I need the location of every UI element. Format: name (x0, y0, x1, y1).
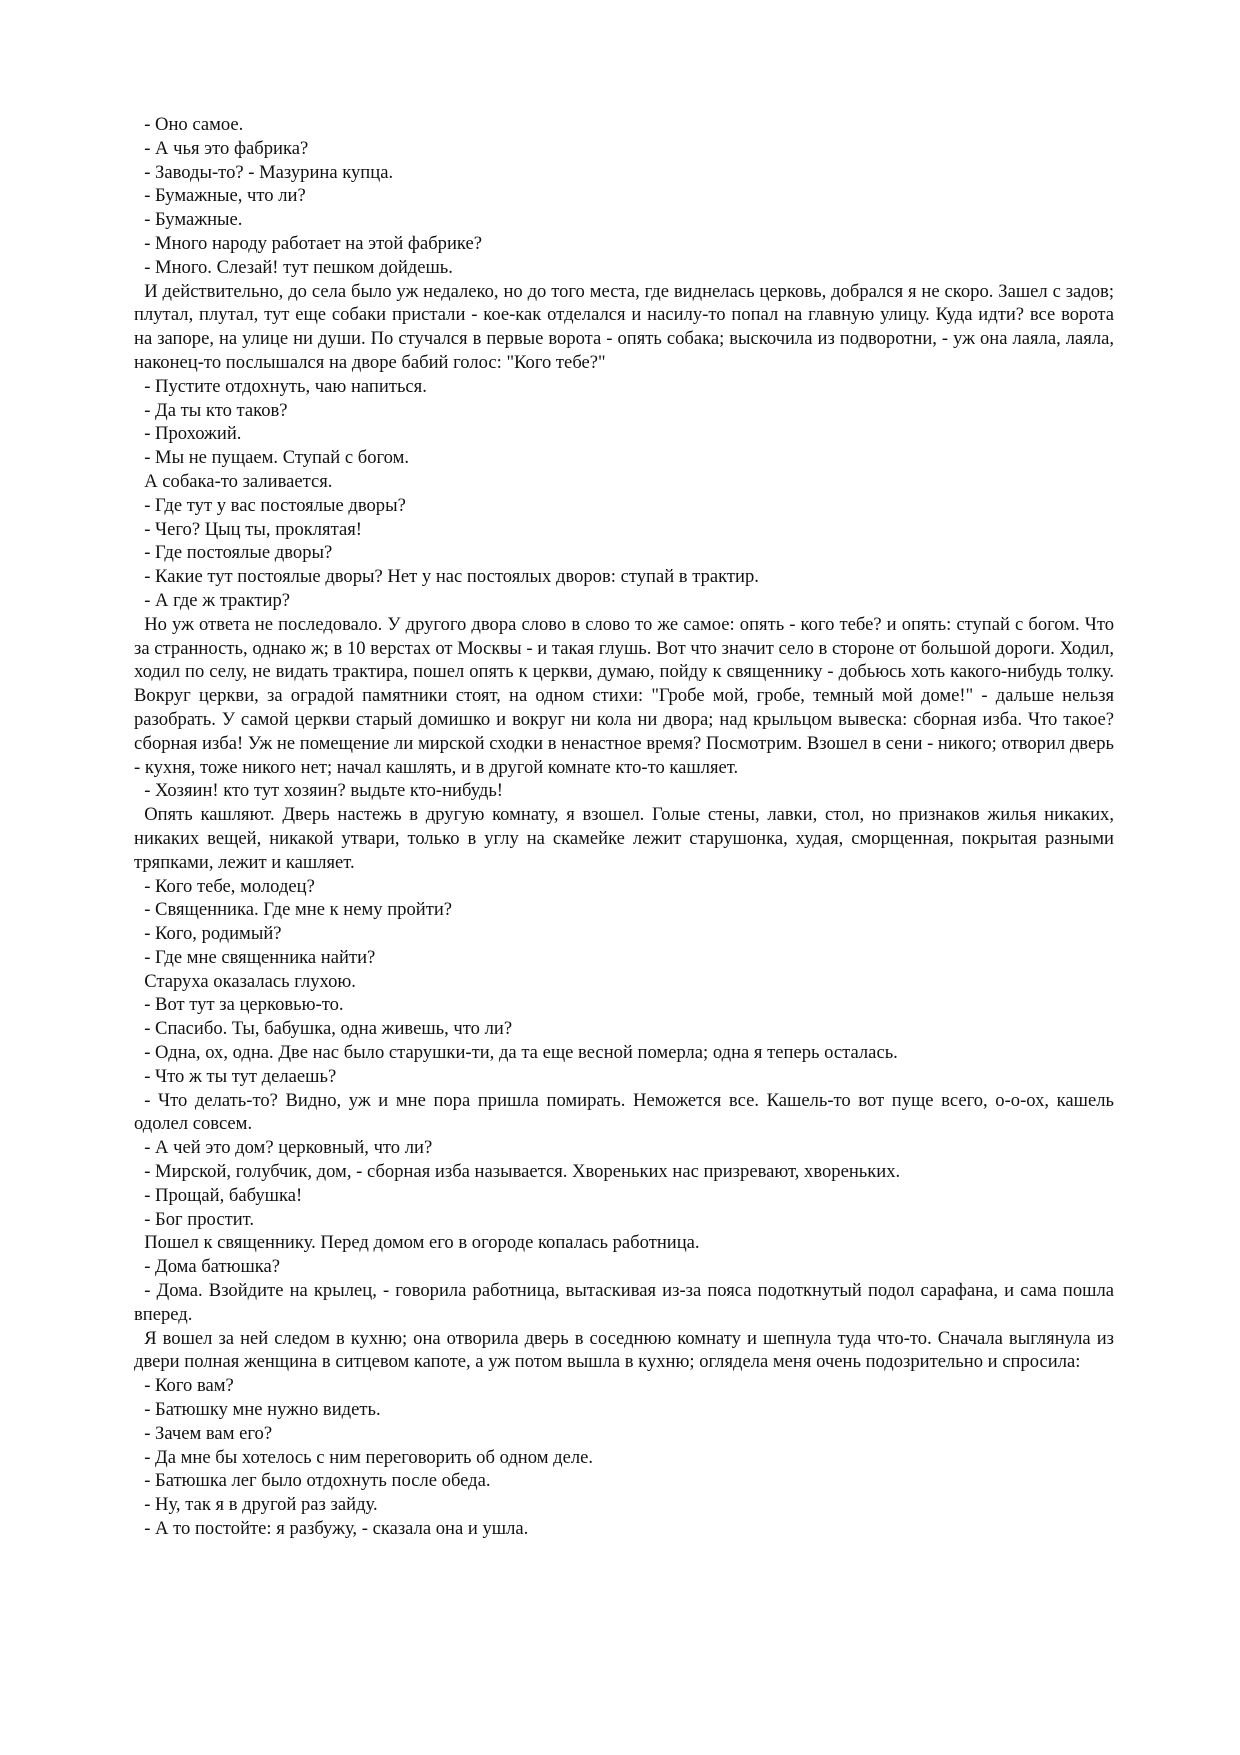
text-paragraph: - Прохожий. (144, 423, 242, 445)
text-paragraph: Но уж ответа не последовало. У другого двора слово в слово то же самое: опять - кого тебе? и опять: ступай с богом. Что за странность, однако ж; в 10 верстах от Москвы - и такая глушь. Вот что значит село в стороне от большой дороги. Ходил, ходил по селу, не видать трактира, пошел опять к церкви, думаю, пойду к священнику - добьюсь хоть какого-нибудь толку. Вокруг церкви, за оградой памятники стоят, на одном стихи: "Гробе мой, гробе, темный мой доме!" - дальше нельзя разобрать. У самой церкви старый домишко и вокруг ни кола ни двора; над крыльцом вывеска: сборная изба. Что такое? сборная изба! Уж не помещение ли мирской сходки в ненастное время? Посмотрим. Взошел в сени - никого; отворил дверь - кухня, тоже никого нет; начал кашлять, и в другой комнате кто-то кашляет. (134, 613, 1114, 778)
text-paragraph: Я вошел за ней следом в кухню; она отворила дверь в соседнюю комнату и шепнула туда что-то. Сначала выглянула из двери полная женщина в ситцевом капоте, а уж потом вышла в кухню; оглядела меня очень подозрительно и спросила: (134, 1327, 1114, 1373)
text-paragraph: - Где мне священника найти? (144, 946, 376, 968)
text-paragraph: - Да мне бы хотелось с ним переговорить об одном деле. (144, 1446, 594, 1468)
text-paragraph: - А то постойте: я разбужу, - сказала она и ушла. (144, 1518, 529, 1540)
text-paragraph: - Кого тебе, молодец? (144, 875, 315, 897)
text-paragraph: - Хозяин! кто тут хозяин? выдьте кто-нибудь! (144, 780, 503, 802)
text-paragraph: - А чья это фабрика? (144, 137, 309, 159)
book-page (134, 113, 1114, 1541)
text-paragraph: - Чего? Цыц ты, проклятая! (144, 518, 362, 540)
text-paragraph: - Много народу работает на этой фабрике? (144, 232, 483, 254)
text-paragraph: - Батюшку мне нужно видеть. (144, 1399, 381, 1421)
text-paragraph: - Какие тут постоялые дворы? Нет у нас постоялых дворов: ступай в трактир. (144, 566, 759, 588)
text-paragraph: - Зачем вам его? (144, 1422, 273, 1444)
text-paragraph: - Мирской, голубчик, дом, - сборная изба называется. Хворенькиx нас призревают, хворенькиx. (144, 1161, 901, 1183)
text-paragraph: - Где тут у вас постоялые дворы? (144, 494, 406, 516)
text-paragraph: - Оно самое. (144, 114, 244, 135)
text-paragraph: Опять кашляют. Дверь настежь в другую комнату, я взошел. Голые стены, лавки, стол, но признаков жилья никаких, никаких вещей, никакой утвари, только в углу на скамейке лежит старушонка, худая, сморщенная, покрытая разными тряпками, лежит и кашляет. (134, 804, 1114, 873)
text-paragraph: - Заводы-то? - Мазурина купца. (144, 161, 394, 183)
text-paragraph: Пошел к священнику. Перед домом его в огороде копалась работница. (144, 1232, 700, 1254)
text-paragraph: - Пустите отдохнуть, чаю напиться. (144, 375, 427, 397)
text-paragraph: - А чей это дом? церковный, что ли? (144, 1137, 433, 1159)
text-paragraph: - Одна, ох, одна. Две нас было старушки-ти, да та еще весной померла; одна я теперь осталась. (144, 1042, 898, 1064)
text-paragraph: - Бумажные. (144, 209, 243, 231)
text-paragraph: - Бумажные, что ли? (144, 185, 306, 207)
text-paragraph: - Что ж ты тут делаешь? (144, 1065, 337, 1087)
text-paragraph: - Прощай, бабушка! (144, 1184, 303, 1206)
text-paragraph: - Спасибо. Ты, бабушка, одна живешь, что ли? (144, 1018, 513, 1040)
text-paragraph: - Дома. Взойдите на крылец, - говорила работница, вытаскивая из-за пояса подоткнутый подол сарафана, и сама пошла вперед. (134, 1280, 1114, 1325)
text-paragraph: - Что делать-то? Видно, уж и мне пора пришла помирать. Неможется все. Кашель-то вот пуще всего, о-о-ох, кашель одолел совсем. (134, 1089, 1114, 1135)
text-paragraph: - Бог простит. (144, 1208, 255, 1230)
text-paragraph: - Вот тут за церковью-то. (144, 994, 344, 1016)
text-paragraph: - Священника. Где мне к нему пройти? (144, 899, 453, 921)
text-paragraph: - А где ж трактир? (144, 589, 291, 611)
text-paragraph: - Кого вам? (144, 1375, 234, 1397)
text-paragraph: - Дома батюшка? (144, 1256, 281, 1278)
text-paragraph: Старуха оказалась глухою. (144, 970, 356, 992)
text-paragraph: - Много. Слезай! тут пешком дойдешь. (144, 256, 453, 278)
text-paragraph: - Да ты кто таков? (144, 399, 288, 421)
text-paragraph: И действительно, до села было уж недалеко, но до того места, где виднелась церковь, добрался я не скоро. Зашел с задов; плутал, плутал, тут еще собаки пристали - кое-как отделался и насилу-то попал на главную улицу. Куда идти? все ворота на запоре, на улице ни души. По стучался в первые ворота - опять собака; выскочила из подворотни, - уж она лаяла, лаяла, наконец-то послышался на дворе бабий голос: "Кого тебе?" (134, 280, 1114, 373)
text-paragraph: - Мы не пущаем. Ступай с богом. (144, 447, 410, 469)
text-paragraph: А собака-то заливается. (144, 470, 333, 492)
text-paragraph: - Кого, родимый? (144, 923, 282, 945)
text-paragraph: - Где постоялые дворы? (144, 542, 333, 564)
text-paragraph: - Ну, так я в другой раз зайду. (144, 1494, 378, 1516)
text-paragraph: - Батюшка лег было отдохнуть после обеда. (144, 1470, 491, 1492)
